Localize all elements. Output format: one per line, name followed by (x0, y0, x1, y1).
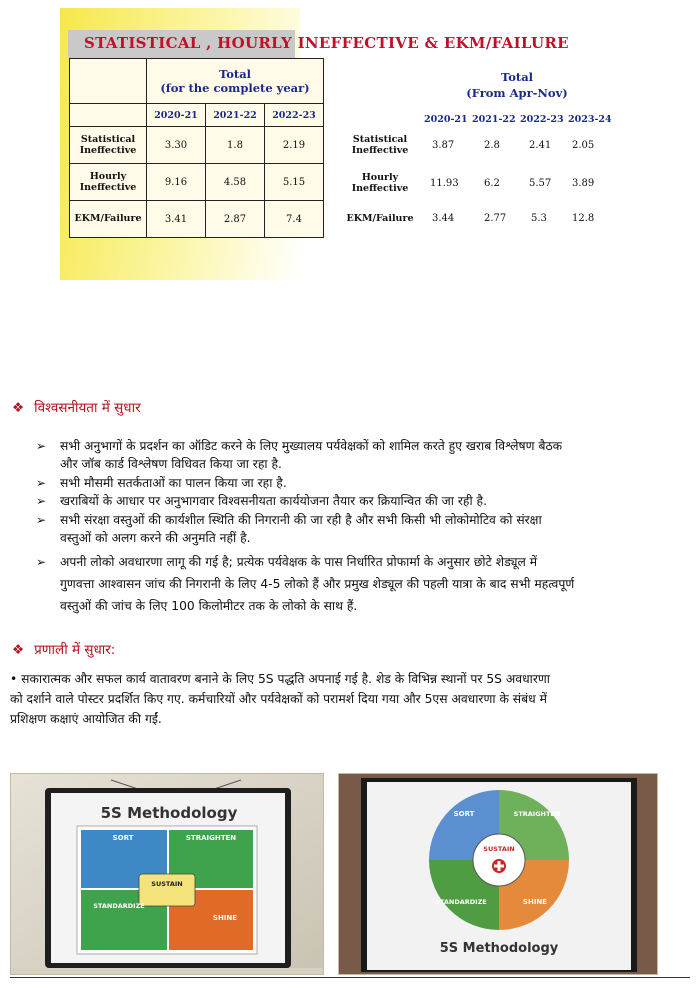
arrow-bullet-icon: ➢ (36, 439, 47, 453)
poster-title: 5S Methodology (100, 804, 238, 822)
poster-grid-image (11, 774, 323, 974)
table-cell: 2.77 (484, 213, 507, 224)
table-cell: 12.8 (572, 213, 595, 224)
table-cell: 11.93 (430, 178, 459, 189)
sort-label: SORT (112, 834, 134, 842)
year-header: 2022-23 (520, 114, 564, 125)
sustain-label: SUSTAIN (483, 845, 515, 853)
table-cell: 5.3 (531, 213, 547, 224)
table-cell: 2.05 (572, 140, 595, 151)
row-label: EKM/Failure (346, 213, 414, 224)
list-item: ➢ अपनी लोको अवधारणा लागू की गई है; प्रत्येक पर्यवेक्षक के पास निर्धारित प्रोफार्मा के अनुसार छोटे शेड्यूल में गुणवत्ता आश्वासन जांच की निगरानी के लिए 4-5 लोको हैं और प्रमुख शेड्यूल की पहली यात्रा के बाद सभी महत्वपूर्ण वस्तुओं की जांच के लिए 100 किलोमीटर तक के लोको के साथ हैं. (60, 551, 690, 617)
table-cell: 3.89 (572, 178, 595, 189)
standardize-label: STANDARDIZE (93, 902, 145, 910)
sort-label: SORT (453, 810, 475, 818)
row-label: Statistical Ineffective (351, 134, 409, 157)
table-row (70, 127, 324, 164)
table-cell: 2.19 (265, 127, 324, 164)
arrow-bullet-icon: ➢ (36, 555, 47, 569)
bottom-divider (10, 977, 690, 978)
table-cell: 7.4 (265, 201, 324, 238)
year-header: 2020-21 (147, 104, 206, 127)
arrow-bullet-icon: ➢ (36, 494, 47, 508)
diamond-bullet-icon: ❖ (12, 400, 25, 416)
arrow-bullet-icon: ➢ (36, 513, 47, 527)
row-label: Statistical Ineffective (70, 127, 147, 164)
section-heading-system: ❖ प्रणाली में सुधार: (12, 642, 116, 658)
table-cell: 2.87 (206, 201, 265, 238)
row-label: EKM/Failure (70, 201, 147, 238)
stats-title: STATISTICAL , HOURLY INEFFECTIVE & EKM/FAILURE (84, 34, 569, 52)
standardize-label: STANDARDIZE (435, 898, 487, 906)
list-item: ➢ खराबियों के आधार पर अनुभागवार विश्वसनीयता कार्ययोजना तैयार कर क्रियान्वित की जा रही है. (36, 494, 487, 508)
section-heading-reliability: ❖ विश्वसनीयता में सुधार (12, 400, 141, 416)
straighten-label: STRAIGHTEN (513, 810, 561, 818)
table-row (70, 164, 324, 201)
row-label: Hourly Ineffective (70, 164, 147, 201)
list-item: ➢ सभी मौसमी सतर्कताओं का पालन किया जा रहा है. (36, 476, 287, 490)
table-cell: 3.87 (432, 140, 455, 151)
table1-header: Total (for the complete year) (147, 59, 324, 104)
table-cell: 3.41 (147, 201, 206, 238)
table-cell: 9.16 (147, 164, 206, 201)
poster-circle-image (339, 774, 657, 974)
table-cell: 5.57 (529, 178, 552, 189)
straighten-label: STRAIGHTEN (185, 834, 237, 842)
system-paragraph: • सकारात्मक और सफल कार्य वातावरण बनाने के लिए 5S पद्धति अपनाई गई है. शेड के विभिन्न स्थानों पर 5S अवधारणा को दर्शाने वाले पोस्टर प्रदर्शित किए गए. कर्मचारियों और पर्यवेक्षकों को परामर्श दिया गया और 5एस अवधारणा के संबंध में प्रशिक्षण कक्षाएं आयोजित की गईं. (10, 672, 550, 726)
table-row (70, 201, 324, 238)
poster-title: 5S Methodology (439, 941, 559, 956)
table-cell: 4.58 (206, 164, 265, 201)
year-header: 2021-22 (472, 114, 516, 125)
year-header: 2023-24 (568, 114, 612, 125)
table-cell: 3.30 (147, 127, 206, 164)
row-label: Hourly Ineffective (351, 172, 409, 195)
stats-table-complete-year (69, 58, 324, 238)
arrow-bullet-icon: ➢ (36, 476, 47, 490)
table-cell: 2.41 (529, 140, 552, 151)
stats-panel (60, 8, 616, 280)
list-item: ➢ सभी अनुभागों के प्रदर्शन का ऑडिट करने के लिए मुख्यालय पर्यवेक्षकों को शामिल करते हुए खराब विश्लेषण बैठक और जॉब कार्ड विश्लेषण विधिवत किया जा रहा है. (36, 439, 563, 471)
shine-label: SHINE (522, 898, 548, 906)
sustain-label: SUSTAIN (151, 880, 183, 888)
table-corner-cell (70, 59, 147, 104)
table-cell: 2.8 (484, 140, 500, 151)
list-item: ➢ सभी संरक्षा वस्तुओं की कार्यशील स्थिति की निगरानी की जा रही है और सभी किसी भी लोकोमोटिव को संरक्षा वस्तुओं को अलग करने की अनुमति नहीं है. (36, 513, 542, 545)
table2-header: Total (From Apr-Nov) (466, 70, 568, 100)
year-header: 2021-22 (206, 104, 265, 127)
table-cell: 1.8 (206, 127, 265, 164)
year-header: 2022-23 (265, 104, 324, 127)
shine-label: SHINE (212, 914, 238, 922)
photo-5s-poster-circle (338, 773, 658, 975)
table-cell: 5.15 (265, 164, 324, 201)
year-header: 2020-21 (424, 114, 468, 125)
photo-5s-poster-grid (10, 773, 324, 975)
diamond-bullet-icon: ❖ (12, 642, 25, 658)
table-cell: 6.2 (484, 178, 500, 189)
table-cell: 3.44 (432, 213, 455, 224)
